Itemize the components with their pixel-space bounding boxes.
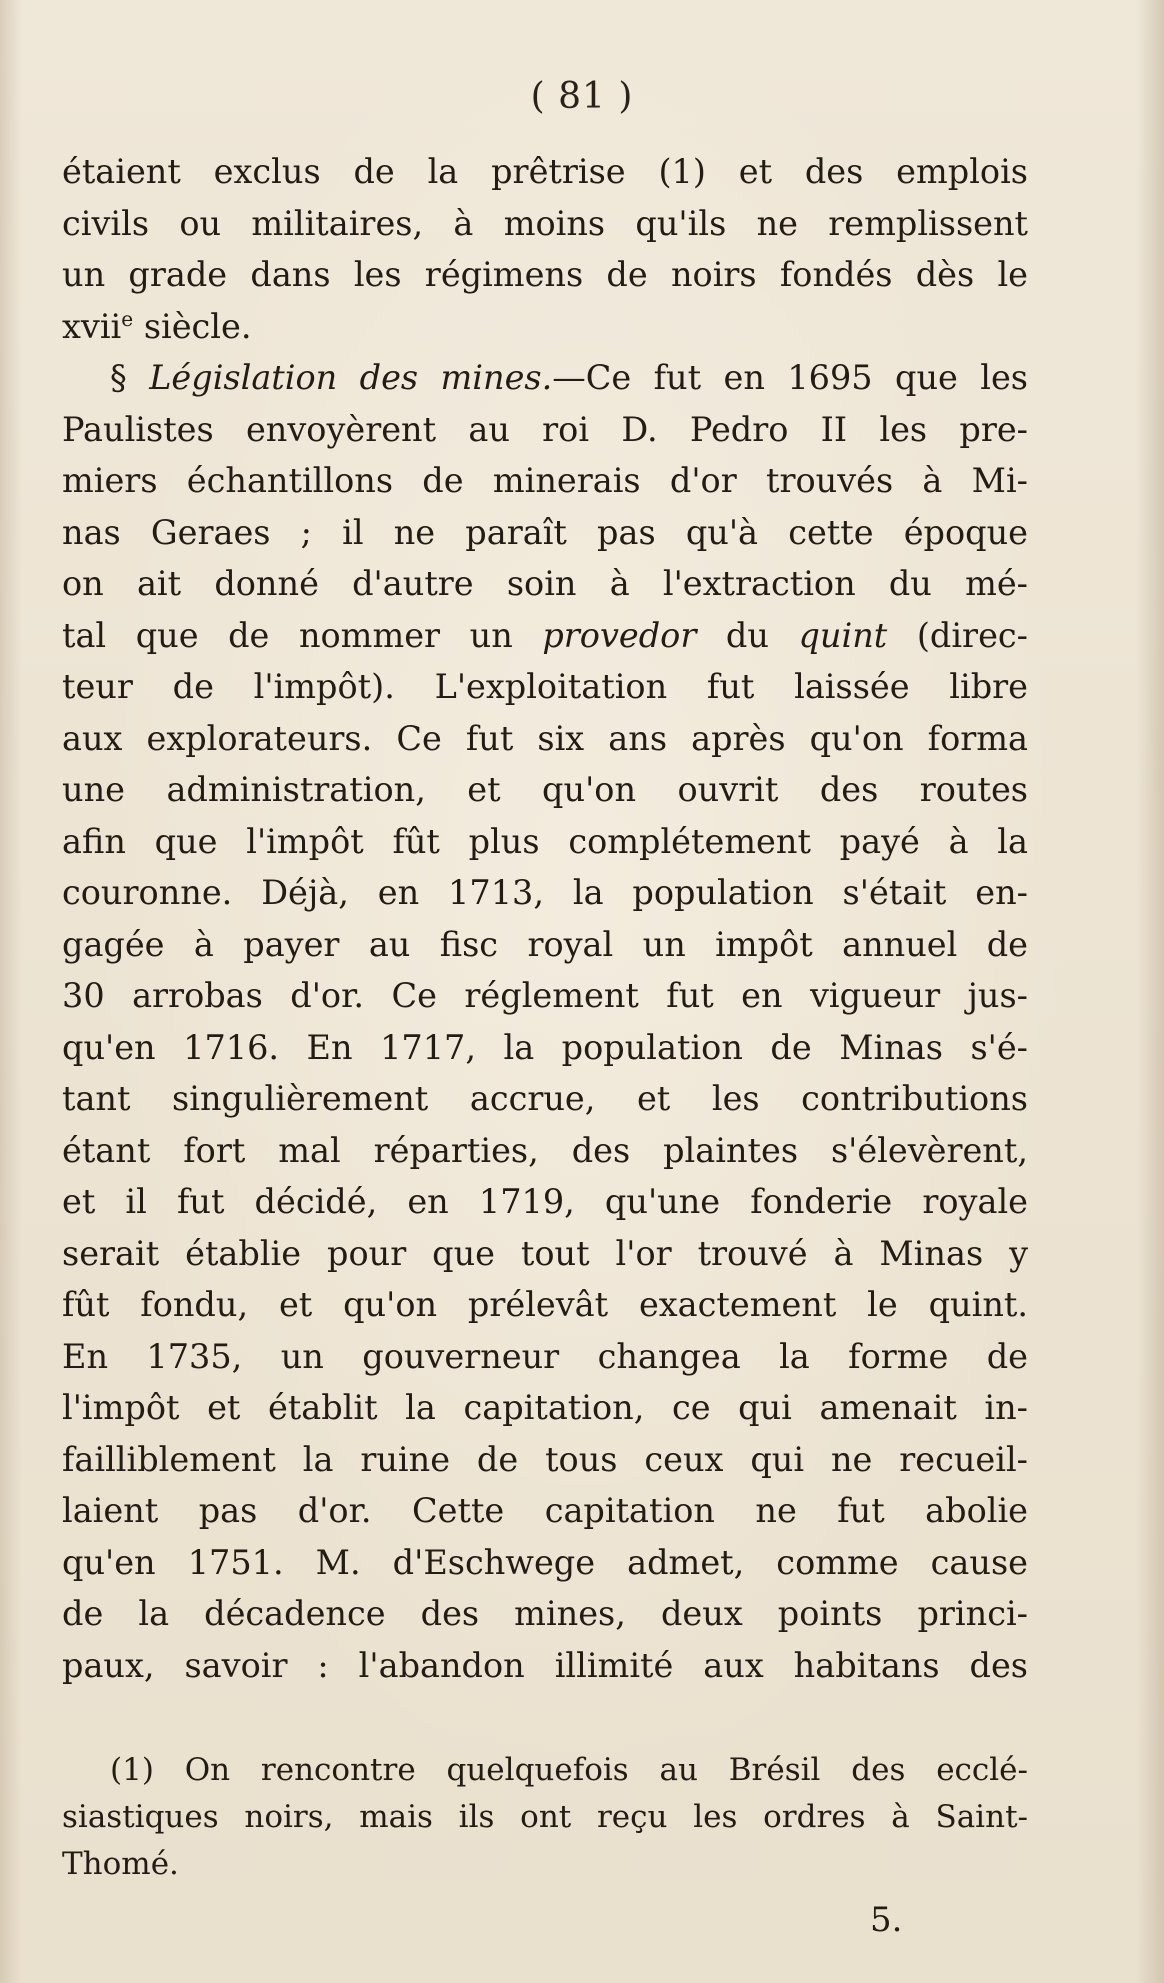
text-line: aux explorateurs. Ce fut six ans après qu'on forma [62, 718, 1028, 758]
text-line: 30 arrobas d'or. Ce réglement fut en vigueur jus- [62, 976, 1028, 1015]
text-line: tal que de nommer un provedor du quint (direc- [62, 615, 1028, 655]
century-word: siècle. [143, 306, 252, 346]
text-line: miers échantillons de minerais d'or trouvés à Mi- [62, 461, 1028, 500]
text-line: couronne. Déjà, en 1713, la population s'était en- [62, 873, 1028, 912]
century-superscript: e [121, 306, 134, 331]
text-line [62, 301, 1028, 353]
text-line: afin que l'impôt fût plus complétement payé à la [62, 821, 1028, 861]
text-line: laient pas d'or. Cette capitation ne fut abolie [62, 1491, 1028, 1530]
text-line: paux, savoir : l'abandon illimité aux habitans des [62, 1645, 1028, 1685]
text-line: teur de l'impôt). L'exploitation fut laissée libre [62, 667, 1028, 706]
text-line: gagée à payer au fisc royal un impôt annuel de [62, 924, 1028, 964]
text-line: qu'en 1751. M. d'Eschwege admet, comme cause [62, 1542, 1028, 1582]
text-line: de la décadence des mines, deux points princi- [62, 1594, 1028, 1633]
footnote-line: (1) On rencontre quelquefois au Brésil des ecclé- [110, 1752, 1028, 1788]
page-number: ( 81 ) [530, 76, 634, 117]
text-line: fût fondu, et qu'on prélevât exactement le quint. [62, 1285, 1028, 1324]
text-line: nas Geraes ; il ne paraît pas qu'à cette époque [62, 512, 1028, 552]
text-line: serait établie pour que tout l'or trouvé à Minas y [62, 1233, 1028, 1273]
section-heading-line: § Législation des mines.—Ce fut en 1695 que les [110, 358, 1028, 397]
text-line: étaient exclus de la prêtrise (1) et des emplois [62, 152, 1028, 191]
footnote-line: Thomé. [62, 1846, 179, 1882]
text-line: l'impôt et établit la capitation, ce qui amenait in- [62, 1388, 1028, 1427]
text-line: civils ou militaires, à moins qu'ils ne remplissent [62, 203, 1028, 243]
main-text [62, 146, 1028, 1691]
text-line: En 1735, un gouverneur changea la forme de [62, 1336, 1028, 1376]
text-line: Paulistes envoyèrent au roi D. Pedro II les pre- [62, 409, 1028, 449]
page-edge-shadow-right [1136, 0, 1164, 1983]
text-line: failliblement la ruine de tous ceux qui ne recueil- [62, 1439, 1028, 1479]
footnote-line: siastiques noirs, mais ils ont reçu les ordres à Saint- [62, 1799, 1028, 1835]
footnote [62, 1747, 1028, 1888]
signature-mark: 5. [870, 1900, 903, 1940]
text-line: on ait donné d'autre soin à l'extraction du mé- [62, 564, 1028, 603]
text-line: une administration, et qu'on ouvrit des routes [62, 770, 1028, 809]
century-roman: xvii [62, 306, 122, 346]
page-edge-shadow-left [0, 0, 22, 1983]
text-line: étant fort mal réparties, des plaintes s'élevèrent, [62, 1130, 1028, 1170]
text-line: qu'en 1716. En 1717, la population de Minas s'é- [62, 1027, 1028, 1067]
text-line: et il fut décidé, en 1719, qu'une fonderie royale [62, 1182, 1028, 1221]
text-line: tant singulièrement accrue, et les contributions [62, 1079, 1028, 1118]
text-line: un grade dans les régimens de noirs fondés dès le [62, 255, 1028, 294]
